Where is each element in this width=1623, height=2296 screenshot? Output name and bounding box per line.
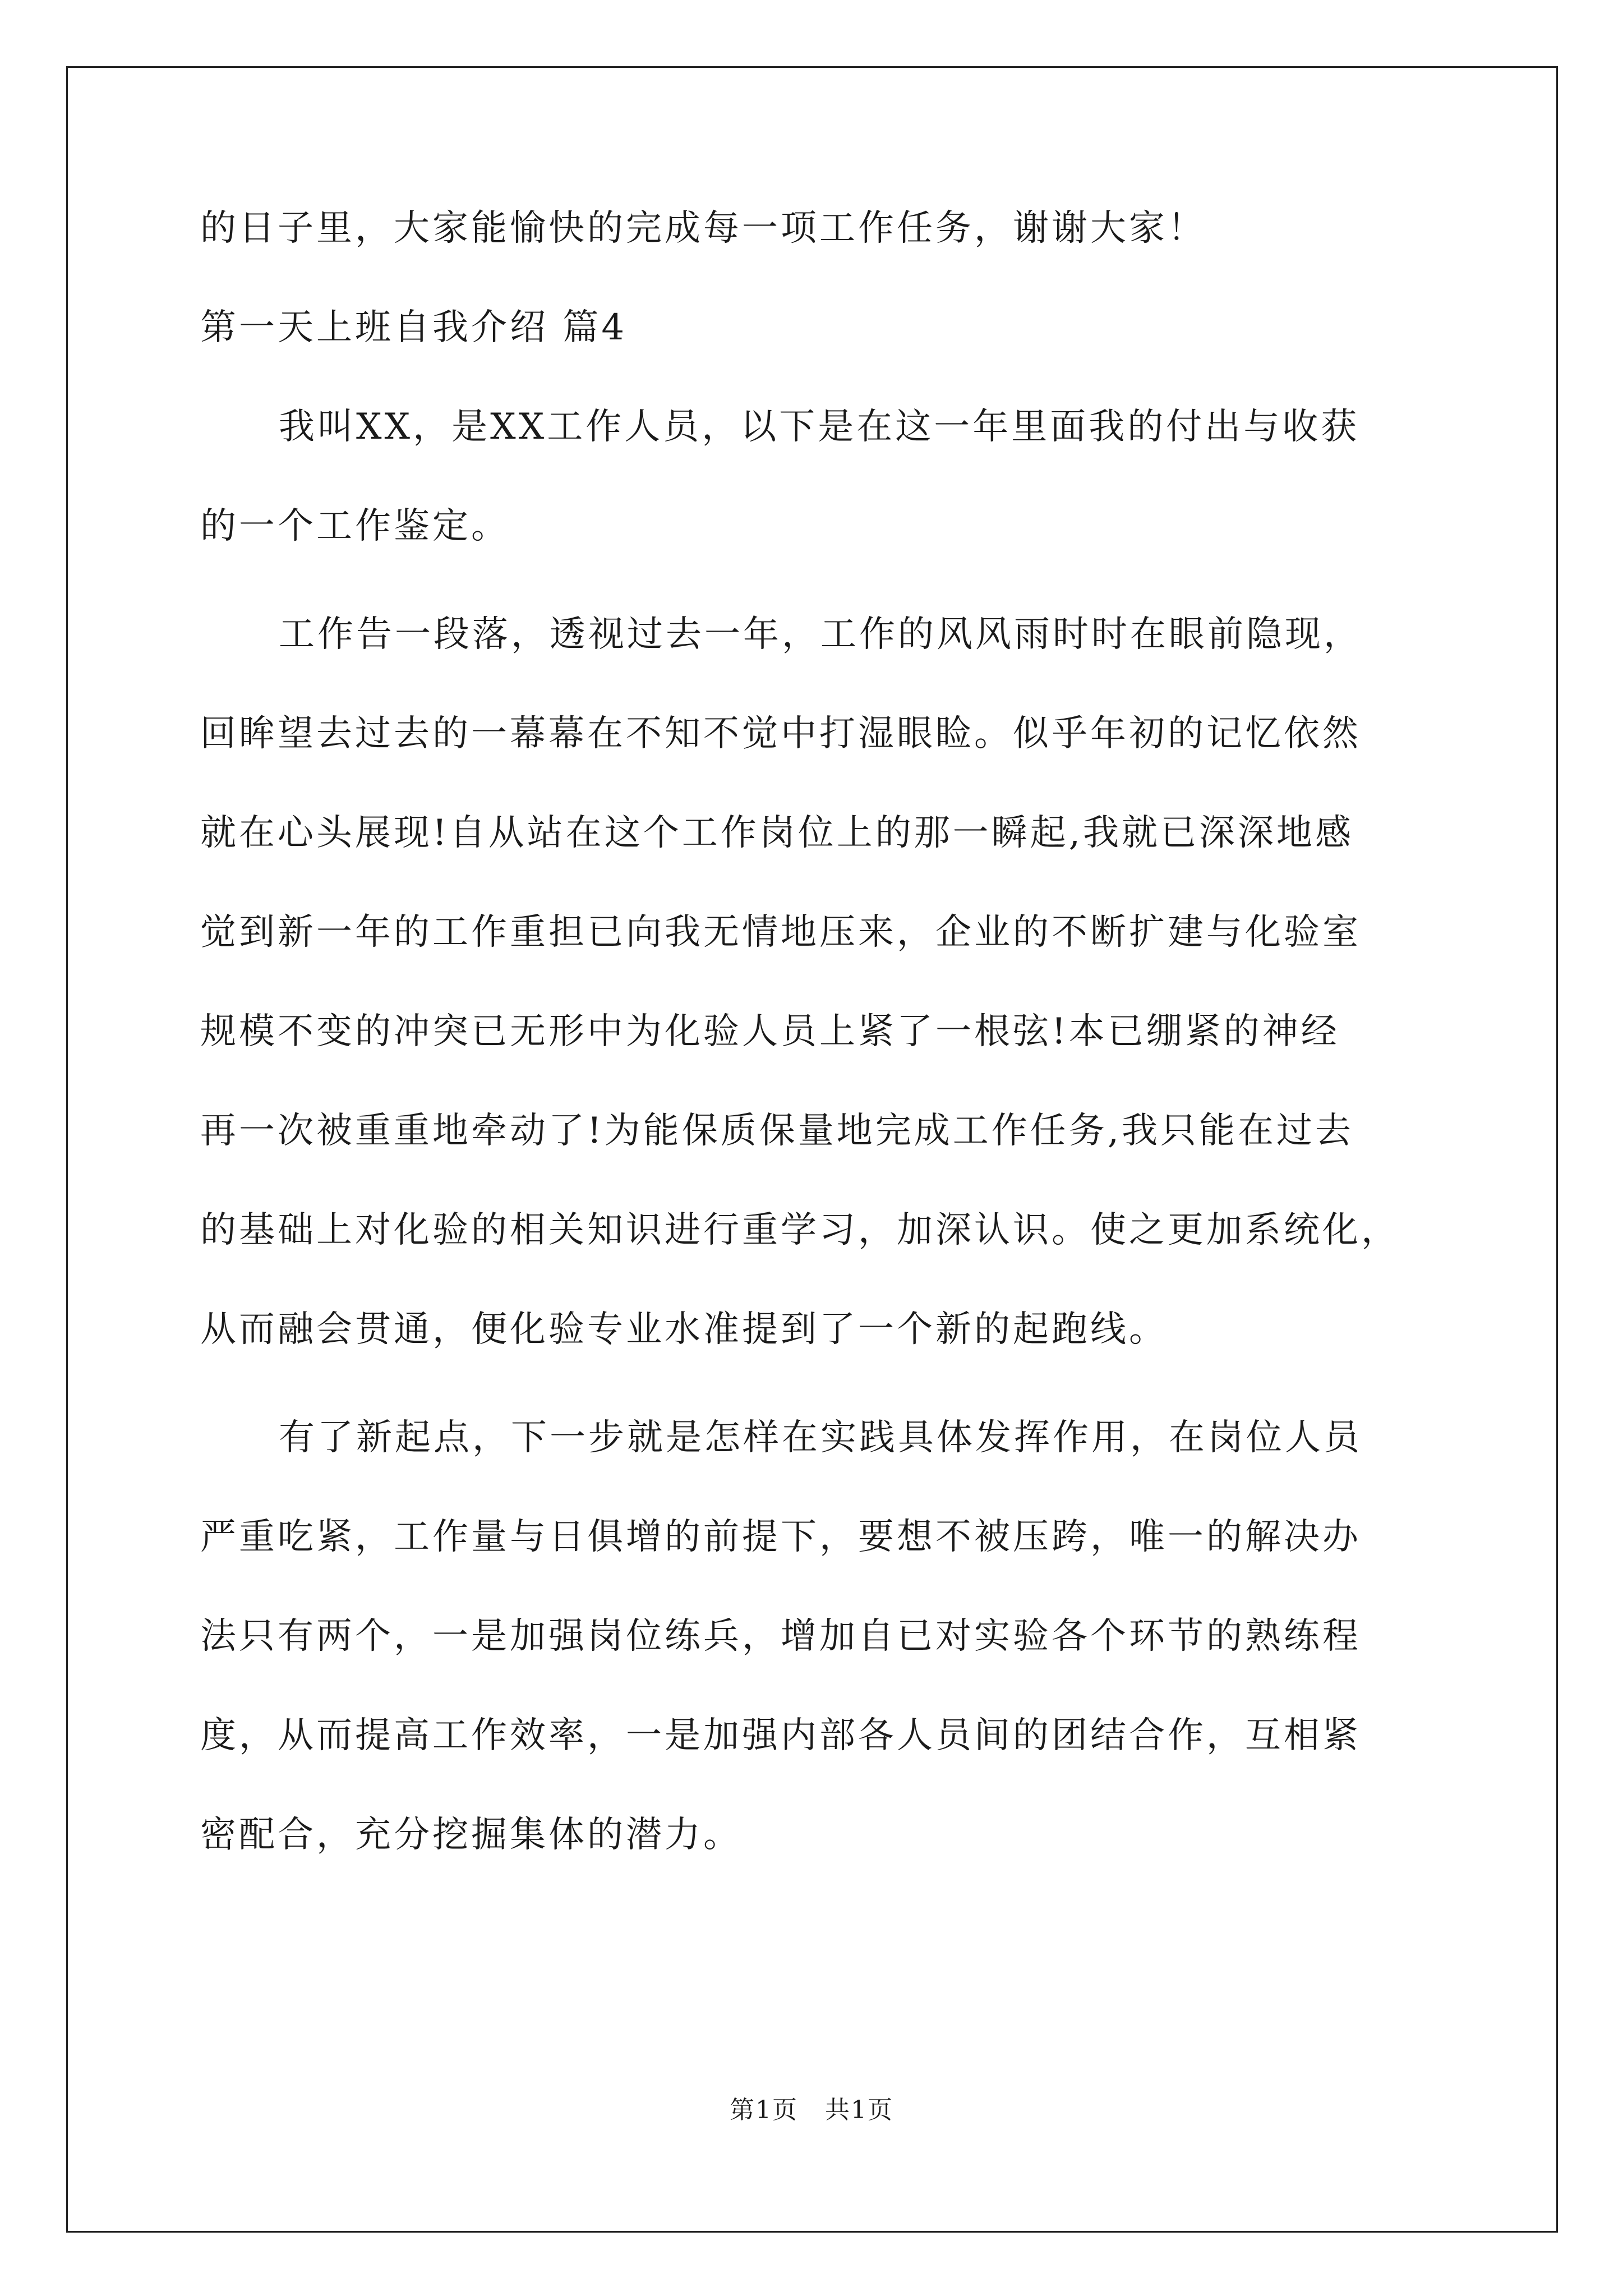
- total-pages: 共1页: [825, 2096, 893, 2124]
- paragraph-line: 规模不变的冲突已无形中为化验人员上紧了一根弦!本已绷紧的神经: [200, 1011, 1340, 1052]
- page-number: 第1页: [730, 2096, 798, 2124]
- paragraph-line: 的基础上对化验的相关知识进行重学习，加深认识。使之更加系统化，: [200, 1209, 1400, 1251]
- paragraph-line: 觉到新一年的工作重担已向我无情地压来，企业的不断扩建与化验室: [200, 912, 1361, 953]
- paragraph-line: 再一次被重重地牵动了!为能保质保量地完成工作任务,我只能在过去: [200, 1110, 1354, 1152]
- paragraph-line: 从而融会贯通，便化验专业水准提到了一个新的起跑线。: [200, 1309, 1168, 1350]
- paragraph-line: 密配合，充分挖掘集体的潜力。: [200, 1814, 742, 1856]
- paragraph-line: 我叫XX，是XX工作人员，以下是在这一年里面我的付出与收获: [279, 406, 1360, 448]
- document-body: [200, 208, 1434, 1856]
- text-line: 的日子里，大家能愉快的完成每一项工作任务，谢谢大家！: [200, 208, 1206, 249]
- paragraph-line: 法只有两个，一是加强岗位练兵，增加自已对实验各个环节的熟练程: [200, 1616, 1361, 1657]
- page-footer: [0, 2098, 1623, 2123]
- paragraph-line: 工作告一段落，透视过去一年，工作的风风雨时时在眼前隐现，: [279, 614, 1362, 655]
- paragraph-line: 度，从而提高工作效率，一是加强内部各人员间的团结合作，互相紧: [200, 1715, 1361, 1756]
- paragraph-line: 严重吃紧，工作量与日俱增的前提下，要想不被压跨，唯一的解决办: [200, 1516, 1361, 1558]
- paragraph-line: 有了新起点，下一步就是怎样在实践具体发挥作用，在岗位人员: [279, 1417, 1362, 1458]
- paragraph-line: 的一个工作鉴定。: [200, 505, 510, 547]
- paragraph-line: 就在心头展现!自从站在这个工作岗位上的那一瞬起,我就已深深地感: [200, 812, 1354, 854]
- paragraph-line: 回眸望去过去的一幕幕在不知不觉中打湿眼睑。似乎年初的记忆依然: [200, 713, 1361, 754]
- section-heading: 第一天上班自我介绍 篇4: [200, 307, 628, 348]
